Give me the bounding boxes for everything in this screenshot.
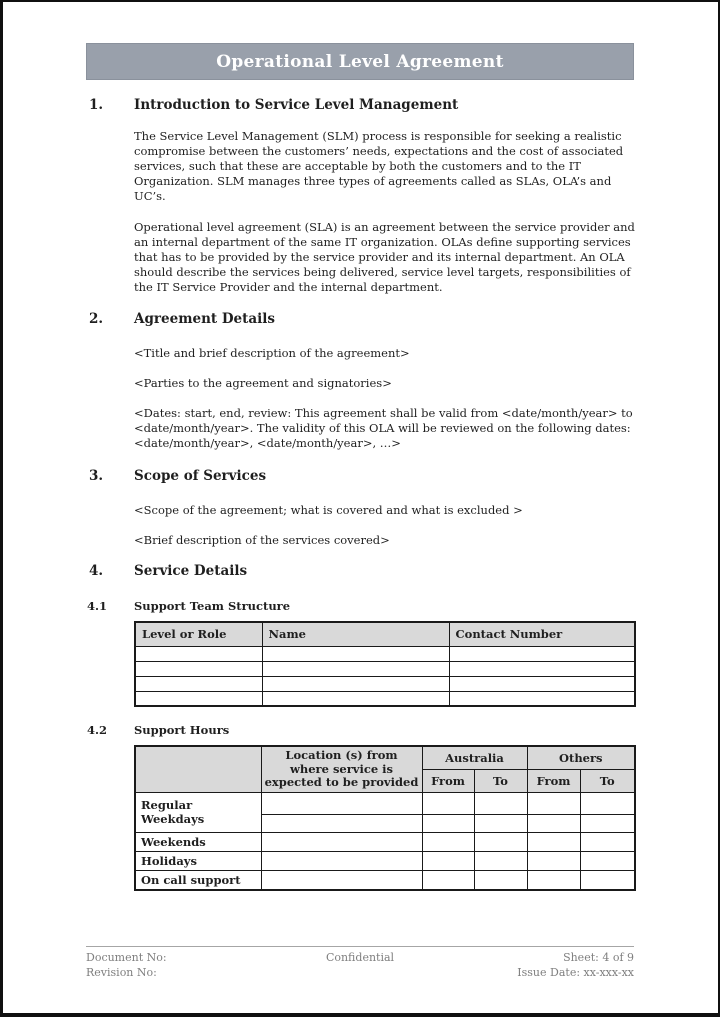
column-header: Contact Number [449,622,635,646]
paragraph: <Parties to the agreement and signatories> [134,376,392,390]
row-label: Regular Weekdays [135,792,261,832]
column-header: To [580,769,635,792]
empty-cell [474,814,527,832]
empty-cell [527,870,580,890]
location-header: Location (s) from where service is expected to be provided [261,746,422,792]
empty-cell [449,676,635,691]
row-label: Holidays [135,851,261,870]
empty-cell [474,792,527,814]
section-number: 1. [89,97,104,113]
empty-cell [527,851,580,870]
group-header: Australia [422,746,527,769]
footer-document-no: Document No: [86,951,167,964]
paragraph: <Brief description of the services covered> [134,533,390,547]
empty-cell [422,851,474,870]
empty-cell [261,792,422,814]
footer-confidential: Confidential [325,951,395,964]
subsection-title: Support Team Structure [134,599,291,613]
table-row [135,851,635,870]
section-heading-3 [89,468,718,484]
empty-cell [262,646,449,661]
empty-cell [135,676,262,691]
section-number: 4. [89,563,104,579]
table-row [135,691,635,706]
subsection-number: 4.2 [87,723,108,737]
section-title: Agreement Details [134,311,275,327]
paragraph: The Service Level Management (SLM) process is responsible for seeking a realistic compromise between the customers’ needs, expectations and the cost of associated services, such that these are acceptable by both the customers and to the IT Organization. SLM manages three types of agreements called as SLAs, OLA’s and UC’s. [134,129,624,203]
paragraph: <Scope of the agreement; what is covered and what is excluded > [134,503,523,517]
empty-cell [527,814,580,832]
corner-cell [135,746,261,792]
empty-cell [135,646,262,661]
empty-cell [580,832,635,851]
section-title: Service Details [134,563,248,579]
empty-cell [261,814,422,832]
row-label: On call support [135,870,261,890]
empty-cell [262,661,449,676]
empty-cell [262,676,449,691]
section-title: Introduction to Service Level Management [134,97,459,113]
empty-cell [474,851,527,870]
paragraph: <Dates: start, end, review: This agreement shall be valid from <date/month/year> to <date/month/year>. The validity of this OLA will be reviewed on the following dates: <date/month/year>, <date/month/year>, …> [134,406,633,450]
column-header: From [527,769,580,792]
footer-issue-date: Issue Date: xx-xxx-xx [517,965,635,979]
empty-cell [474,870,527,890]
empty-cell [135,661,262,676]
section-heading-4 [89,563,718,579]
empty-cell [449,661,635,676]
table-row [135,870,635,890]
group-header: Others [527,746,635,769]
column-header: From [422,769,474,792]
subsection-heading-4-1 [87,599,718,613]
empty-cell [261,851,422,870]
footer-sheet: Sheet: 4 of 9 [563,951,635,964]
document-title: Operational Level Agreement [216,51,504,72]
empty-cell [261,870,422,890]
paragraph: Operational level agreement (SLA) is an agreement between the service provider and an internal department of the same IT organization. OLAs define supporting services that has to be provided by the service provider and its internal department. An OLA should describe the services being delivered, service level targets, responsibilities of the IT Service Provider and the internal department. [134,220,635,294]
table-row [135,646,635,661]
subsection-title: Support Hours [134,723,230,737]
empty-cell [474,832,527,851]
table-row [135,676,635,691]
empty-cell [261,832,422,851]
table-row [135,661,635,676]
empty-cell [262,691,449,706]
section-number: 2. [89,311,104,327]
paragraph: <Title and brief description of the agreement> [134,346,410,360]
support-team-table [134,621,636,707]
table-row [135,792,635,814]
footer-revision-no: Revision No: [86,965,157,979]
empty-cell [580,851,635,870]
empty-cell [580,814,635,832]
column-header: Name [262,622,449,646]
empty-cell [580,792,635,814]
document-title-bar [86,43,634,80]
row-label: Weekends [135,832,261,851]
footer-divider [86,946,634,947]
empty-cell [527,832,580,851]
empty-cell [580,870,635,890]
section-number: 3. [89,468,104,484]
section-heading-2 [89,311,718,327]
column-header: To [474,769,527,792]
column-header: Level or Role [135,622,262,646]
page-footer [86,946,634,980]
empty-cell [422,870,474,890]
table-header-row [135,746,635,769]
section-title: Scope of Services [134,468,267,484]
subsection-number: 4.1 [87,599,108,613]
support-hours-table [134,745,636,891]
section-heading-1 [89,97,718,113]
table-header-row [135,622,635,646]
empty-cell [449,646,635,661]
empty-cell [422,832,474,851]
table-row [135,832,635,851]
empty-cell [135,691,262,706]
empty-cell [527,792,580,814]
empty-cell [422,792,474,814]
subsection-heading-4-2 [87,723,718,737]
empty-cell [449,691,635,706]
empty-cell [422,814,474,832]
